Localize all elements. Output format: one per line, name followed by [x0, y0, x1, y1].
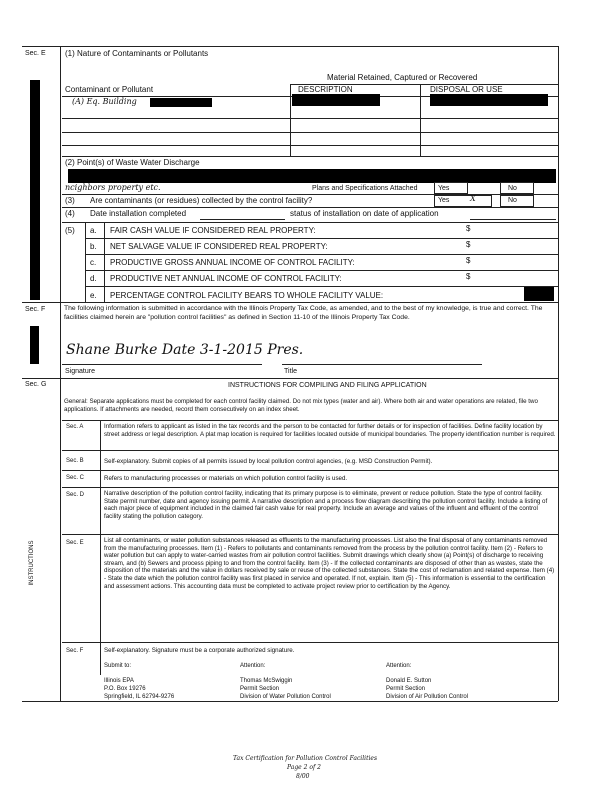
section-g-label: Sec. G	[25, 381, 47, 388]
instr-sec-label: Sec. D	[66, 492, 85, 498]
section-divider	[22, 378, 558, 379]
instr-col-divider	[100, 420, 101, 675]
instr-text: Self-explanatory. Signature must be a corporate authorized signature.	[104, 647, 295, 654]
address-line: Thomas McSwiggin	[240, 678, 293, 684]
instr-text: Narrative description of the pollution control facility, indicating that its primary purpose is to eliminate, prevent or reduce pollution. State the type of control facility. State permit number, date and agency issuing permit. A narrative description and a process flow diagram describing the pollution control facility. Include a listing of each major piece of equipment included in the claimed fair cash value for real property. Include an average and values of the influent and effluent of the control facility stating the pollution category.	[104, 490, 548, 520]
item5-text: FAIR CASH VALUE IF CONSIDERED REAL PROPERTY:	[110, 226, 316, 235]
attention-label: Attention:	[386, 663, 412, 669]
title-label: Title	[284, 368, 297, 375]
instr-sec-label: Sec. B	[66, 458, 84, 464]
redaction-bar	[30, 326, 39, 364]
signature-label: Signature	[65, 368, 95, 375]
instr-row-line	[62, 450, 558, 451]
col-contaminant-header: Contaminant or Pollutant	[65, 85, 154, 94]
item5-text: NET SALVAGE VALUE IF CONSIDERED REAL PROPERTY:	[110, 242, 328, 251]
submit-label: Submit to:	[104, 663, 132, 669]
item3-no-box[interactable]	[500, 195, 534, 207]
item5-number: (5)	[65, 226, 75, 235]
item4-status-field[interactable]	[470, 219, 556, 220]
item3-no-label: No	[508, 197, 517, 204]
row-line	[85, 238, 558, 239]
instructions-side-label: INSTRUCTIONS	[29, 540, 35, 586]
address-line: Springfield, IL 62794-9276	[104, 694, 175, 700]
item3-number: (3)	[65, 196, 75, 205]
bottom-border-line	[22, 701, 558, 702]
footer-form-title: Tax Certification for Pollution Control Facilities	[233, 755, 378, 762]
redaction-bar	[68, 169, 556, 183]
address-line: P.O. Box 19276	[104, 686, 146, 692]
instr-sec-label: Sec. F	[66, 648, 84, 654]
item3-text: Are contaminants (or residues) collected by the control facility?	[90, 196, 313, 205]
address-line: Division of Water Pollution Control	[240, 694, 331, 700]
instr-text: Self-explanatory. Submit copies of all permits issued by local pollution control agencies, (e.g. MSD Construction Permit).	[104, 458, 433, 465]
item2-title: (2) Point(s) of Waste Water Discharge	[65, 158, 200, 167]
item4-status: status of installation on date of application	[290, 209, 439, 218]
instructions-heading: INSTRUCTIONS FOR COMPILING AND FILING APPLICATION	[228, 382, 427, 389]
attention-label: Attention:	[240, 663, 266, 669]
instr-sec-label: Sec. A	[66, 424, 84, 430]
table-row-line	[62, 118, 558, 119]
item4-number: (4)	[65, 209, 75, 218]
item5-letter: a.	[90, 226, 97, 235]
section-f-label: Sec. F	[25, 306, 46, 313]
item3-yes-label: Yes	[438, 197, 450, 204]
title-line[interactable]	[282, 364, 482, 365]
handwritten-row1: (A) Eq. Building	[72, 97, 137, 106]
row-line	[62, 222, 558, 223]
address-line: Illinois EPA	[104, 678, 134, 684]
redaction-bar	[292, 94, 380, 106]
plans-no-label: No	[508, 185, 517, 192]
item4-text: Date installation completed	[90, 209, 187, 218]
item5-text: PRODUCTIVE NET ANNUAL INCOME OF CONTROL FACILITY:	[110, 274, 342, 283]
signature-line[interactable]	[62, 364, 262, 365]
row-line	[85, 254, 558, 255]
section-e-label: Sec. E	[25, 50, 46, 57]
section-divider	[22, 302, 558, 303]
item5-letter: e.	[90, 291, 97, 300]
table-row-line	[62, 145, 558, 146]
row-line	[62, 207, 558, 208]
item5-text: PRODUCTIVE GROSS ANNUAL INCOME OF CONTROL FACILITY:	[110, 258, 355, 267]
general-instructions: General: Separate applications must be completed for each control facility claimed. Do not mix types (water and air). Where both air and water operations are related, file two applications. If attachments are needed, record them consecutively on an index sheet.	[64, 398, 538, 413]
item5-value[interactable]: $	[466, 240, 471, 249]
row-line	[85, 286, 558, 287]
footer-revision-date: 8/00	[296, 773, 310, 780]
instr-row-line	[62, 420, 558, 421]
col-disposal-header: DISPOSAL OR USE	[430, 85, 503, 94]
instr-text: Information refers to applicant as listed in the tax records and the person to be contacted for further details or for inspection of facilities. Define facility location by street address or legal description. A plat map location is required for facilities located outside of municipal boundaries. The property identification number is required.	[104, 423, 556, 438]
item5-text: PERCENTAGE CONTROL FACILITY BEARS TO WHOLE FACILITY VALUE:	[110, 291, 384, 300]
top-border-line	[22, 46, 558, 47]
col-description-header: DESCRIPTION	[298, 85, 353, 94]
item5-value[interactable]: $	[466, 224, 471, 233]
right-border-line	[558, 46, 559, 701]
item5-divider	[104, 222, 105, 302]
instr-row-line	[62, 470, 558, 471]
left-gutter-line	[60, 46, 61, 701]
material-header: Material Retained, Captured or Recovered	[327, 73, 478, 82]
instr-row-line	[62, 642, 558, 643]
redaction-bar	[150, 98, 212, 107]
item3-check-mark: X	[470, 194, 476, 203]
item5-value[interactable]: $	[466, 272, 471, 281]
table-row-line	[62, 156, 558, 157]
footer-page-number: Page 2 of 2	[287, 764, 321, 771]
item1-title: (1) Nature of Contaminants or Pollutants	[65, 49, 209, 58]
signature-handwritten: Shane Burke Date 3-1-2015 Pres.	[66, 342, 304, 358]
table-row-line	[62, 132, 558, 133]
address-line: Division of Air Pollution Control	[386, 694, 469, 700]
item5-letter: b.	[90, 242, 97, 251]
instr-sec-label: Sec. E	[66, 540, 84, 546]
instr-text: List all contaminants, or water pollution substances released as effluents to the manufacturing processes. List also the final disposal of any contaminants removed from the manufacturing processes. Item (1) - Refers to pollutants and contaminants removed from the process by the pollution control facility. Item (2) - Refers to water pollution but can apply to water-carried wastes from air pollution control facilities. Submit drawings which clearly show (a) Point(s) of discharge to receiving stream, and (b) Sewers and process piping to and from the control facility. Item (3) - If the collected contaminants are disposed of other than as wastes, state the disposition of the materials and the value in dollars received by sale or reuse of the collected substances. State the cost of reclamation and related expense. Item (4) - State the date which the pollution control facility was first placed in service and operated. If not, explain. Item (5) - This information is essential to the certification and assessment actions. This accounting data must be completed to activate project review prior to certification by the Agency.	[104, 537, 555, 590]
item4-date-field[interactable]	[200, 219, 285, 220]
address-line: Permit Section	[240, 686, 280, 692]
item5-letter: c.	[90, 258, 97, 267]
item5-value[interactable]: $	[466, 256, 471, 265]
instr-sec-label: Sec. C	[66, 475, 85, 481]
redaction-bar	[430, 94, 548, 106]
handwritten-discharge: ncighbors property etc.	[65, 183, 161, 192]
instr-text: Refers to manufacturing processes or materials on which pollution control facility is used.	[104, 475, 348, 482]
address-line: Permit Section	[386, 686, 426, 692]
row-line	[85, 270, 558, 271]
instr-row-line	[62, 487, 558, 488]
redaction-bar	[524, 287, 554, 301]
item5-divider	[85, 222, 86, 302]
plans-no-box[interactable]	[500, 182, 534, 194]
plans-yes-label: Yes	[438, 185, 450, 192]
section-f-statement: The following information is submitted in accordance with the Illinois Property Tax Code, as amended, and to the best of my knowledge, is true and correct. The facilities claimed herein are "pollution control facilities" as defined in Section 11-10 of the Illinois Property Tax Code.	[64, 305, 543, 321]
redaction-bar	[30, 80, 40, 300]
address-line: Donald E. Sutton	[386, 678, 432, 684]
item5-letter: d.	[90, 274, 97, 283]
plans-label: Plans and Specifications Attached	[312, 185, 418, 192]
instr-row-line	[62, 534, 558, 535]
